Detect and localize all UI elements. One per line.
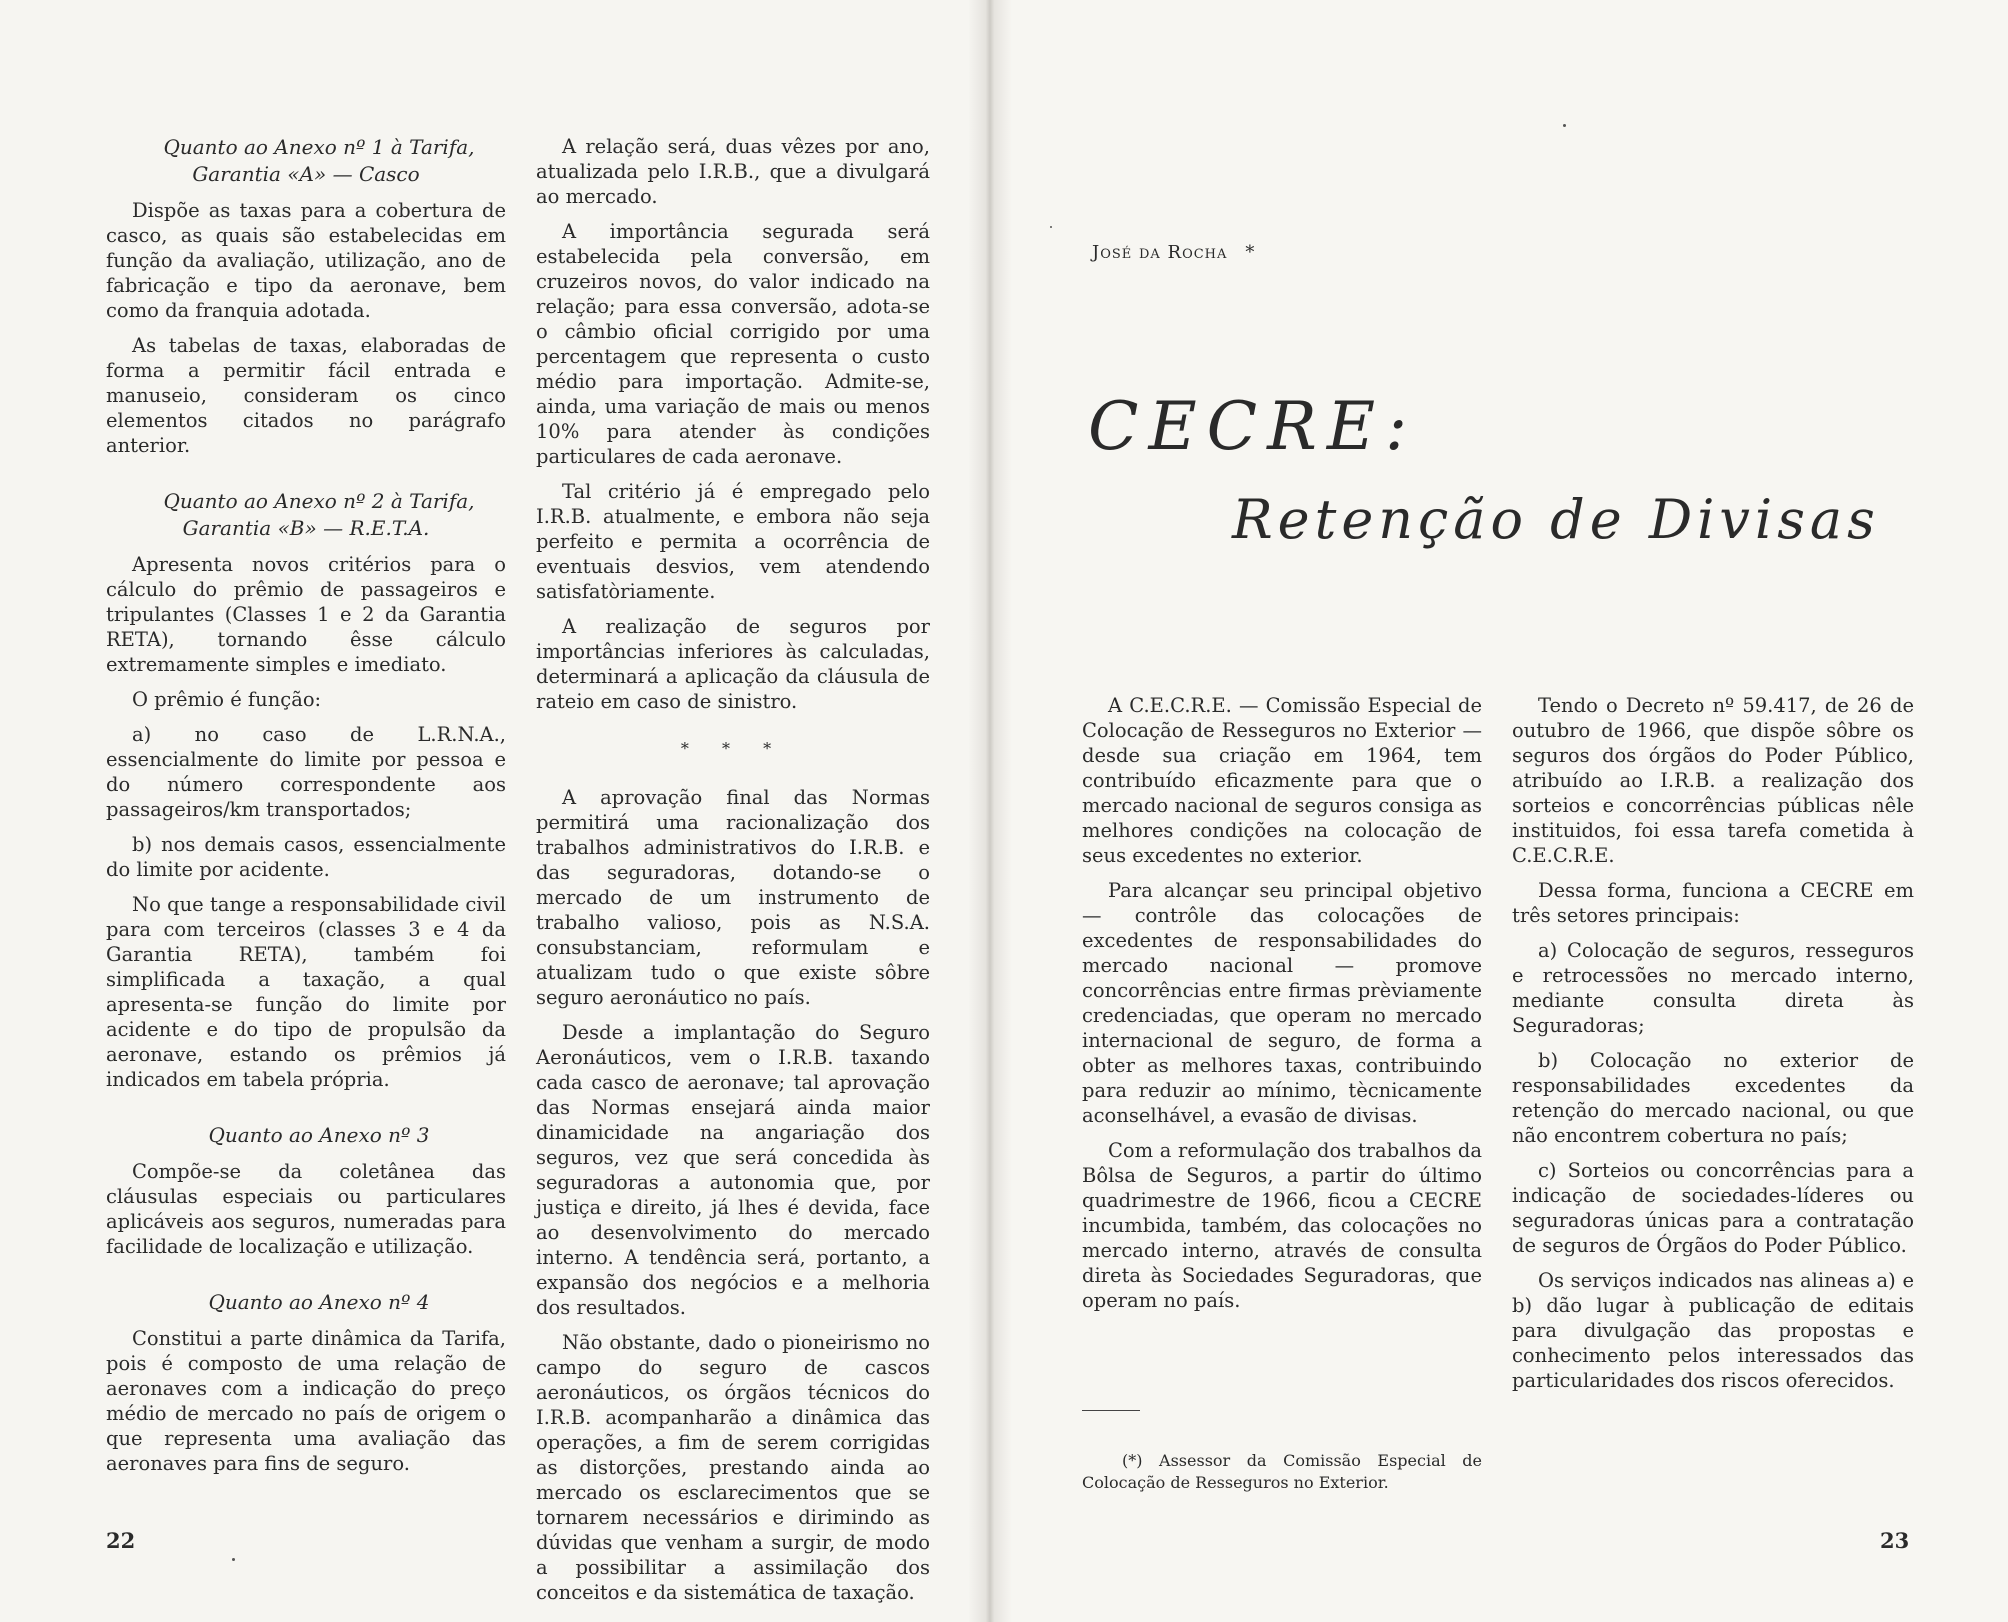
paragraph: A realização de seguros por importâncias inferiores às calculadas, determinará a aplicação da cláusula de rateio em caso de sinistro.	[536, 615, 930, 713]
article-title-line-1: CECRE:	[1088, 388, 1418, 465]
print-speck	[1050, 226, 1052, 228]
print-speck	[1563, 124, 1566, 127]
right-page-column-1	[1082, 693, 1482, 1323]
paragraph: Desde a implantação do Seguro Aeronáuticos, vem o I.R.B. taxando cada casco de aeronave; tal aprovação das Normas ensejará ainda maior dinamicidade na angariação dos seguros, vez que será concedida às seguradoras a autonomia que, por justiça e direito, já lhes é devida, face ao desenvolvimento do mercado interno. A tendência será, portanto, a expansão dos negócios e a melhoria dos resultados.	[536, 1021, 930, 1319]
author-text: José da Rocha	[1092, 242, 1228, 263]
section-heading: Quanto ao Anexo nº 3	[208, 1123, 430, 1147]
paragraph: No que tange a responsabilidade civil para com terceiros (classes 3 e 4 da Garantia RETA), também foi simplificada a taxação, a qual apresenta-se função do limite por acidente e do tipo de propulsão da aeronave, estando os prêmios já indicados em tabela própria.	[106, 893, 506, 1091]
author-footnote-mark: *	[1245, 242, 1256, 263]
paragraph: Tendo o Decreto nº 59.417, de 26 de outubro de 1966, que dispõe sôbre os seguros dos órgãos do Poder Público, atribuído ao I.R.B. a realização dos sorteios e concorrências públicas nêle instituidos, foi essa tarefa cometida à C.E.C.R.E.	[1512, 694, 1914, 867]
paragraph: Dessa forma, funciona a CECRE em três setores principais:	[1512, 879, 1914, 927]
right-page-column-2	[1512, 693, 1914, 1403]
section-heading: Quanto ao Anexo nº 2 à Tarifa, Garantia «B» — R.E.T.A.	[163, 489, 475, 540]
left-page-column-1	[106, 134, 506, 1486]
section-heading: Quanto ao Anexo nº 4	[208, 1290, 430, 1314]
left-page-column-2	[536, 134, 930, 1615]
page-number: 23	[1880, 1528, 1910, 1553]
footnote: (*) Assessor da Comissão Especial de Colocação de Resseguros no Exterior.	[1082, 1451, 1482, 1492]
list-item: a) Colocação de seguros, resseguros e retrocessões no mercado interno, mediante consulta direta às Seguradoras;	[1512, 939, 1914, 1037]
paragraph: Para alcançar seu principal objetivo — contrôle das colocações de excedentes de responsabilidades do mercado nacional — promove concorrências entre firmas prèviamente credenciadas, que operam no mercado internacional de seguro, de forma a obter as melhores taxas, contribuindo para reduzir ao mínimo, tècnicamente aconselhável, a evasão de divisas.	[1082, 879, 1482, 1127]
section-divider: * * *	[680, 739, 786, 758]
paragraph: Compõe-se da coletânea das cláusulas especiais ou particulares aplicáveis aos seguros, numeradas para facilidade de localização e utilização.	[106, 1160, 506, 1258]
author-name	[1092, 242, 1255, 263]
section-heading: Quanto ao Anexo nº 1 à Tarifa, Garantia «A» — Casco	[163, 135, 475, 186]
paragraph: A C.E.C.R.E. — Comissão Especial de Colocação de Resseguros no Exterior — desde sua criação em 1964, tem contribuído eficazmente para que o mercado nacional de seguros consiga as melhores condições na colocação de seus excedentes no exterior.	[1082, 694, 1482, 867]
paragraph: Os serviços indicados nas alineas a) e b) dão lugar à publicação de editais para divulgação das propostas e conhecimento pelos interessados das particularidades dos riscos oferecidos.	[1512, 1269, 1914, 1392]
paragraph: A aprovação final das Normas permitirá uma racionalização dos trabalhos administrativos do I.R.B. e das seguradoras, dotando-se o mercado de um instrumento de trabalho valioso, pois as N.S.A. consubstanciam, reformulam e atualizam tudo o que existe sôbre seguro aeronáutico no país.	[536, 786, 930, 1009]
paragraph: Constitui a parte dinâmica da Tarifa, pois é composto de uma relação de aeronaves com a indicação do preço médio de mercado no país de origem o que representa uma avaliação das aeronaves para fins de seguro.	[106, 1327, 506, 1475]
list-item: c) Sorteios ou concorrências para a indicação de sociedades-líderes ou seguradoras únicas para a contratação de seguros de Órgãos do Poder Público.	[1512, 1159, 1914, 1257]
left-page	[0, 0, 990, 1622]
paragraph: As tabelas de taxas, elaboradas de forma a permitir fácil entrada e manuseio, consideram os cinco elementos citados no parágrafo anterior.	[106, 334, 506, 457]
paragraph: A relação será, duas vêzes por ano, atualizada pelo I.R.B., que a divulgará ao mercado.	[536, 135, 930, 208]
paragraph: Não obstante, dado o pioneirismo no campo do seguro de cascos aeronáuticos, os órgãos técnicos do I.R.B. acompanharão a dinâmica das operações, a fim de serem corrigidas as distorções, prestando ainda ao mercado os esclarecimentos que se tornarem necessários e dirimindo as dúvidas que venham a surgir, de modo a possibilitar a assimilação dos conceitos e da sistemática de taxação.	[536, 1331, 930, 1604]
print-speck	[232, 1558, 235, 1561]
list-item: a) no caso de L.R.N.A., essencialmente do limite por pessoa e do número correspondente aos passageiros/km transportados;	[106, 723, 506, 821]
footnote-rule	[1082, 1410, 1140, 1411]
article-title-line-2: Retenção de Divisas	[1232, 488, 1880, 551]
book-gutter	[968, 0, 1012, 1622]
paragraph: A importância segurada será estabelecida pela conversão, em cruzeiros novos, do valor indicado na relação; para essa conversão, adota-se o câmbio oficial corrigido por uma percentagem que representa o custo médio para importação. Admite-se, ainda, uma variação de mais ou menos 10% para atender às condições particulares de cada aeronave.	[536, 220, 930, 468]
list-item: b) nos demais casos, essencialmente do limite por acidente.	[106, 833, 506, 881]
paragraph: Tal critério já é empregado pelo I.R.B. atualmente, e embora não seja perfeito e permita a ocorrência de eventuais desvios, vem atendendo satisfatòriamente.	[536, 480, 930, 603]
paragraph: Com a reformulação dos trabalhos da Bôlsa de Seguros, a partir do último quadrimestre de 1966, ficou a CECRE incumbida, também, das colocações no mercado interno, através de consulta direta às Sociedades Seguradoras, que operam no país.	[1082, 1139, 1482, 1312]
paragraph: O prêmio é função:	[132, 688, 322, 711]
paragraph: Dispõe as taxas para a cobertura de casco, as quais são estabelecidas em função da avaliação, utilização, ano de fabricação e tipo da aeronave, bem como da franquia adotada.	[106, 199, 506, 322]
page-number: 22	[106, 1528, 136, 1553]
list-item: b) Colocação no exterior de responsabilidades excedentes da retenção do mercado nacional, ou que não encontrem cobertura no país;	[1512, 1049, 1914, 1147]
paragraph: Apresenta novos critérios para o cálculo do prêmio de passageiros e tripulantes (Classes 1 e 2 da Garantia RETA), tornando êsse cálculo extremamente simples e imediato.	[106, 553, 506, 676]
